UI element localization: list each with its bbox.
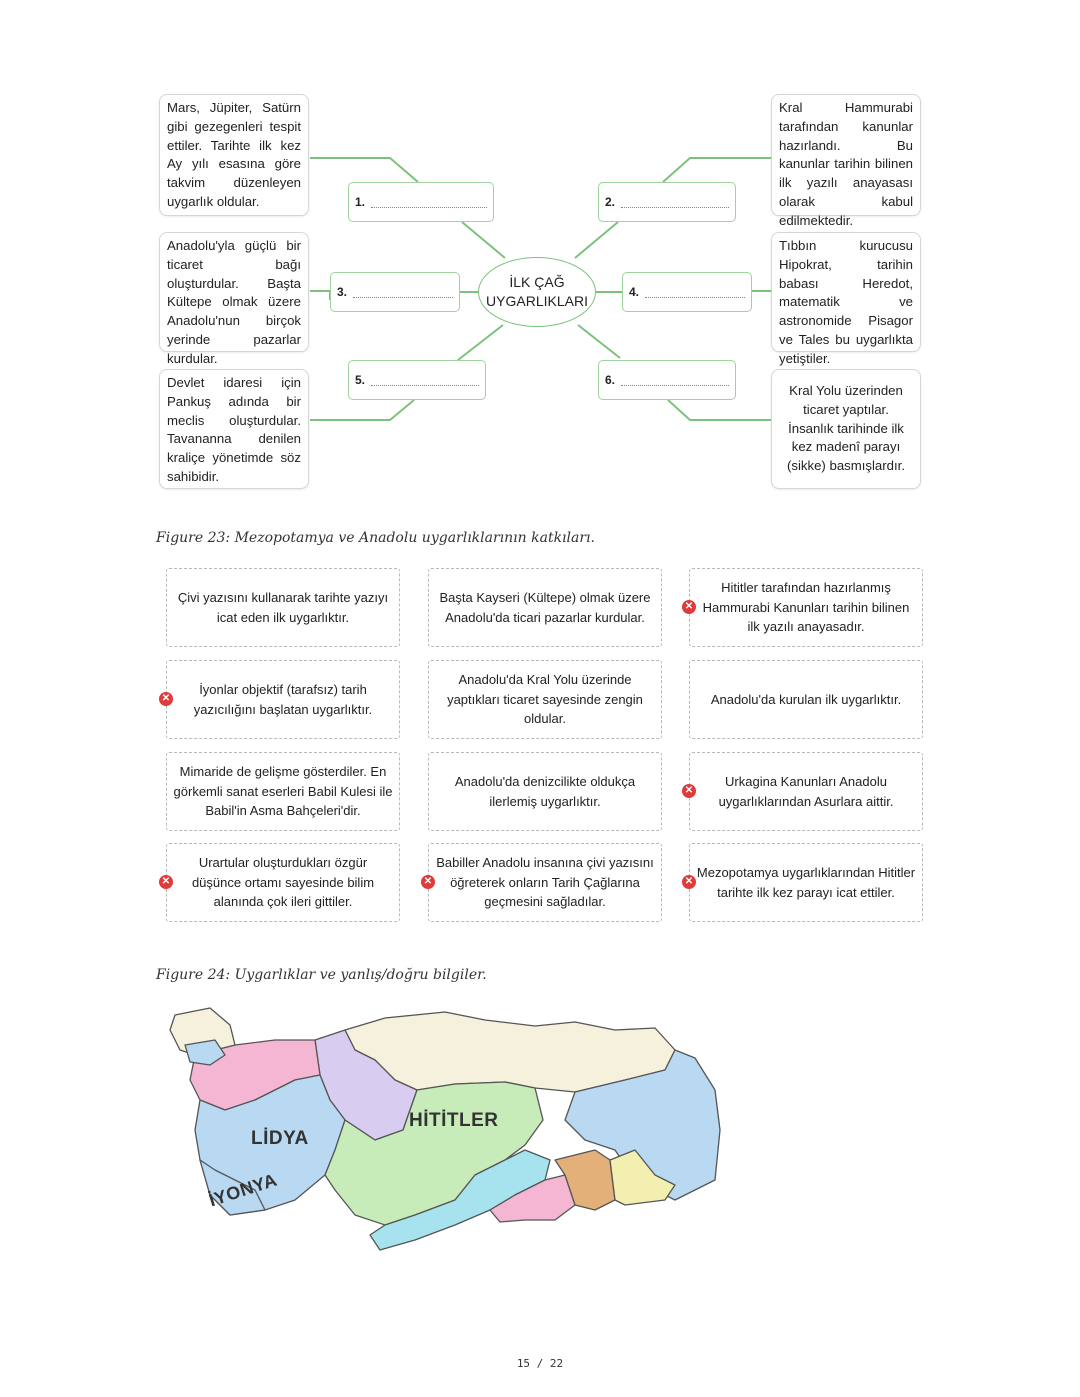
dotted-line: [621, 375, 729, 386]
answer-slot-2[interactable]: [598, 182, 736, 222]
slot-number: 2.: [605, 195, 616, 209]
center-title-line2: UYGARLIKLARI: [486, 293, 588, 309]
answer-slot-4[interactable]: [622, 272, 752, 312]
wrong-cross-icon: ✕: [682, 875, 696, 889]
dotted-line: [621, 197, 729, 208]
page-number: 15 / 22: [516, 1357, 564, 1370]
statement-card[interactable]: [428, 568, 662, 647]
statement-text: Çivi yazısını kullanarak tarihte yazıyı icat eden ilk uygarlıktır.: [177, 589, 389, 625]
wrong-cross-icon: ✕: [159, 692, 173, 706]
info-box-bottom-right: Kral Yolu üzerinden ticaret yaptılar. İnsanlık tarihinde ilk kez madenî parayı (sikke) basmışlardır.: [771, 369, 921, 489]
slot-number: 6.: [605, 373, 616, 387]
slot-number: 3.: [337, 285, 348, 299]
map-label-hititler: HİTİTLER: [409, 1110, 499, 1131]
slot-number: 4.: [629, 285, 640, 299]
statement-card[interactable]: [689, 843, 923, 922]
statement-text: Urkagina Kanunları Anadolu uygarlıklarından Asurlara aittir.: [718, 773, 894, 809]
answer-slot-1[interactable]: [348, 182, 494, 222]
statement-card[interactable]: [689, 660, 923, 739]
statement-text: Mezopotamya uygarlıklarından Hititler tarihte ilk kez parayı icat ettiler.: [696, 864, 916, 900]
statement-text: Anadolu'da denizcilikte oldukça ilerlemiş uygarlıktır.: [454, 773, 636, 809]
statement-text: Anadolu'da Kral Yolu üzerinde yaptıkları ticaret sayesinde zengin oldular.: [447, 672, 643, 727]
dotted-line: [353, 287, 453, 298]
wrong-cross-icon: ✕: [682, 784, 696, 798]
info-box-bottom-left: Devlet idaresi için Pankuş adında bir meclis oluşturdular. Tavananna denilen kraliçe yönetimde söz sahibidir.: [159, 369, 309, 489]
statement-text: Anadolu'da kurulan ilk uygarlıktır.: [710, 691, 902, 707]
dotted-line: [371, 375, 479, 386]
statement-card[interactable]: [689, 752, 923, 831]
statement-text: Mimaride de gelişme gösterdiler. En görkemli sanat eserleri Babil Kulesi ile Babil'in Asma Bahçeleri'dir.: [173, 764, 393, 819]
statement-text: Urartular oluşturdukları özgür düşünce ortamı sayesinde bilim alanında çok ileri gittiler.: [191, 855, 375, 910]
wrong-cross-icon: ✕: [682, 600, 696, 614]
statement-text: Başta Kayseri (Kültepe) olmak üzere Anadolu'da ticari pazarlar kurdular.: [439, 589, 651, 625]
statement-card[interactable]: [428, 660, 662, 739]
dotted-line: [645, 287, 745, 298]
figure-caption-24: Figure 24: Uygarlıklar ve yanlış/doğru bilgiler.: [156, 967, 487, 983]
info-box-top-left: Mars, Jüpiter, Satürn gibi gezegenleri tespit ettiler. Tarihte ilk kez Ay yılı esasına göre takvim düzenleyen uygarlık oldular.: [159, 94, 309, 216]
figure-caption-23: Figure 23: Mezopotamya ve Anadolu uygarlıklarının katkıları.: [156, 530, 595, 546]
statement-text: Hititler tarafından hazırlanmış Hammurabi Kanunları tarihin bilinen ilk yazılı anayasadır.: [702, 580, 910, 635]
statement-card[interactable]: [166, 568, 400, 647]
statement-card[interactable]: [166, 660, 400, 739]
info-box-top-right: Kral Hammurabi tarafından kanunlar hazırlandı. Bu kanunlar tarihin bilinen ilk yazılı anayasası olarak kabul edilmektedir.: [771, 94, 921, 216]
info-box-middle-left: Anadolu'yla güçlü bir ticaret bağı oluşturdular. Başta Kültepe olmak üzere Anadolu'nun birçok yerinde pazarlar kurdular.: [159, 232, 309, 352]
statement-text: İyonlar objektif (tarafsız) tarih yazıcılığını başlatan uygarlıktır.: [193, 681, 373, 717]
statement-card[interactable]: [428, 752, 662, 831]
turkey-map: [155, 1000, 735, 1265]
center-title-line1: İLK ÇAĞ: [509, 274, 565, 290]
answer-slot-5[interactable]: [348, 360, 486, 400]
map-label-iyonya: İYONYA: [206, 1169, 280, 1211]
slot-number: 5.: [355, 373, 366, 387]
info-box-middle-right: Tıbbın kurucusu Hipokrat, tarihin babası Heredot, matematik ve astronomide Pisagor ve Tales bu uygarlıkta yetiştiler.: [771, 232, 921, 352]
mindmap-center: [478, 257, 596, 327]
dotted-line: [371, 197, 487, 208]
map-label-lidya: LİDYA: [251, 1128, 309, 1149]
statement-card[interactable]: [428, 843, 662, 922]
statement-card[interactable]: [166, 752, 400, 831]
slot-number: 1.: [355, 195, 366, 209]
wrong-cross-icon: ✕: [421, 875, 435, 889]
statement-card[interactable]: [689, 568, 923, 647]
statement-card[interactable]: [166, 843, 400, 922]
wrong-cross-icon: ✕: [159, 875, 173, 889]
answer-slot-3[interactable]: [330, 272, 460, 312]
statement-text: Babiller Anadolu insanına çivi yazısını öğreterek onların Tarih Çağlarına geçmesini sağladılar.: [436, 855, 654, 910]
answer-slot-6[interactable]: [598, 360, 736, 400]
